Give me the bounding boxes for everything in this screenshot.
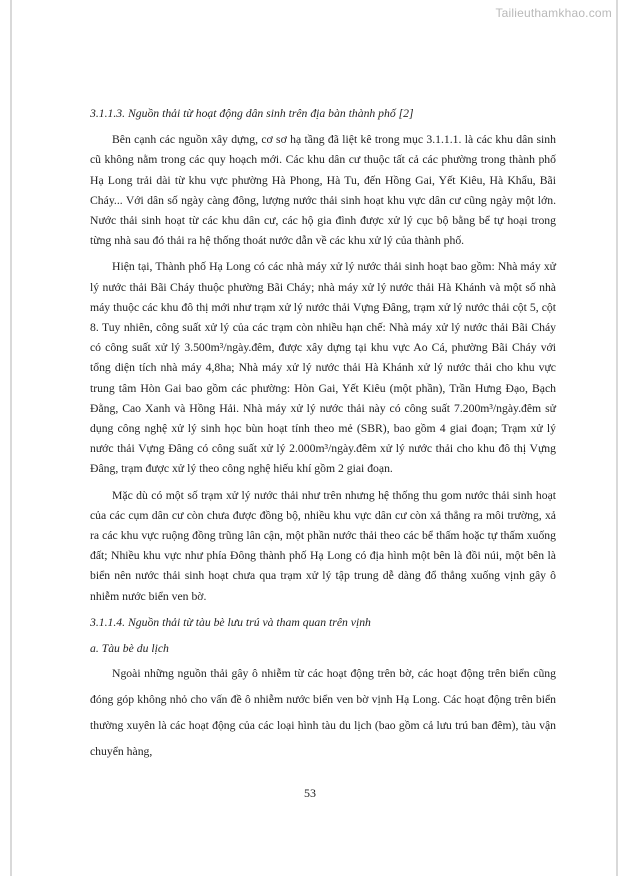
- paragraph-3: Mặc dù có một số trạm xử lý nước thải như trên nhưng hệ thống thu gom nước thải sinh hoạt của các cụm dân cư còn chưa được đồng bộ, nhiều khu vực dân cư còn xả thẳng ra môi trường, xả ra các khu vực ruộng đồng trũng lân cận, một phần nước thải theo các bể thấm hoặc tự thấm xuống đất; Nhiều khu vực như phía Đông thành phố Hạ Long có địa hình một bên là đồi núi, một bên là biển nên nước thải sinh hoạt chưa qua trạm xử lý tập trung dễ dàng đổ thẳng xuống vịnh gây ô nhiễm nước biển ven bờ.: [90, 488, 556, 603]
- section-heading-3-1-1-4: 3.1.1.4. Nguồn thải từ tàu bè lưu trú và tham quan trên vịnh: [90, 615, 371, 629]
- page-number: 53: [304, 786, 316, 800]
- document-body: [90, 104, 556, 765]
- paragraph-4: Ngoài những nguồn thải gây ô nhiễm từ các hoạt động trên bờ, các hoạt động trên biển cũng đóng góp không nhỏ cho vấn đề ô nhiễm nước biển ven bờ vịnh Hạ Long. Các hoạt động trên biển thường xuyên là các hoạt động của các loại hình tàu du lịch (bao gồm cả lưu trú ban đêm), tàu vận chuyển hàng,: [90, 667, 556, 759]
- page-left-edge: [10, 0, 12, 876]
- subheading-tau-be-du-lich: a. Tàu bè du lịch: [90, 642, 169, 656]
- watermark: Tailieuthamkhao.com: [495, 6, 612, 20]
- paragraph-1: Bên cạnh các nguồn xây dựng, cơ sơ hạ tầng đã liệt kê trong mục 3.1.1.1. là các khu dân sinh cũ không nằm trong các quy hoạch mới. Các khu dân cư thuộc tất cả các phường trong thành phố Hạ Long trải dài từ khu vực phường Hà Phong, Hà Tu, đến Hồng Gai, Yết Kiêu, Hà Khẩu, Bãi Cháy... Với dân số ngày càng đông, lượng nước thải sinh hoạt khu vực dân cư cũng ngày một lớn. Nước thải sinh hoạt từ các khu dân cư, các hộ gia đình được xử lý cục bộ bằng bể tự hoại trong từng nhà sau đó thải ra hệ thống thoát nước dẫn về các khu xử lý của thành phố.: [90, 133, 556, 248]
- page-right-edge: [616, 0, 618, 876]
- paragraph-2: Hiện tại, Thành phố Hạ Long có các nhà máy xử lý nước thải sinh hoạt bao gồm: Nhà máy xử lý nước thải Bãi Cháy thuộc phường Bãi Cháy; nhà máy xử lý nước thải Hà Khánh và một số nhà máy thuộc các khu đô thị mới như trạm xử lý nước thải Vựng Đâng, trạm xử lý nước thải cột 5, cột 8. Tuy nhiên, công suất xử lý của các trạm còn nhiều hạn chế: Nhà máy xử lý nước thải Bãi Cháy có công suất xử lý 3.500m³/ngày.đêm, được xây dựng tại khu vực Ao Cá, phường Bãi Cháy với tổng diện tích nhà máy 4,8ha; Nhà máy xử lý nước thải Hà Khánh xử lý nước thải cho khu vực trung tâm Hòn Gai bao gồm các phường: Hòn Gai, Yết Kiêu (một phần), Trần Hưng Đạo, Bạch Đằng, Cao Xanh và Hồng Hải. Nhà máy xử lý nước thải này có công suất 7.200m³/ngày.đêm sử dụng công nghệ xử lý sinh học bùn hoạt tính theo mẻ (SBR), bao gồm 4 giai đoạn; Trạm xử lý nước thải Vựng Đâng có công suất xử lý 2.000m³/ngày.đêm xử lý nước thải cho khu đô thị Vựng Đâng, trạm được xử lý theo công nghệ hiếu khí gồm 2 giai đoạn.: [90, 260, 556, 476]
- section-heading-3-1-1-3: 3.1.1.3. Nguồn thải từ hoạt động dân sinh trên địa bàn thành phố [2]: [90, 107, 414, 120]
